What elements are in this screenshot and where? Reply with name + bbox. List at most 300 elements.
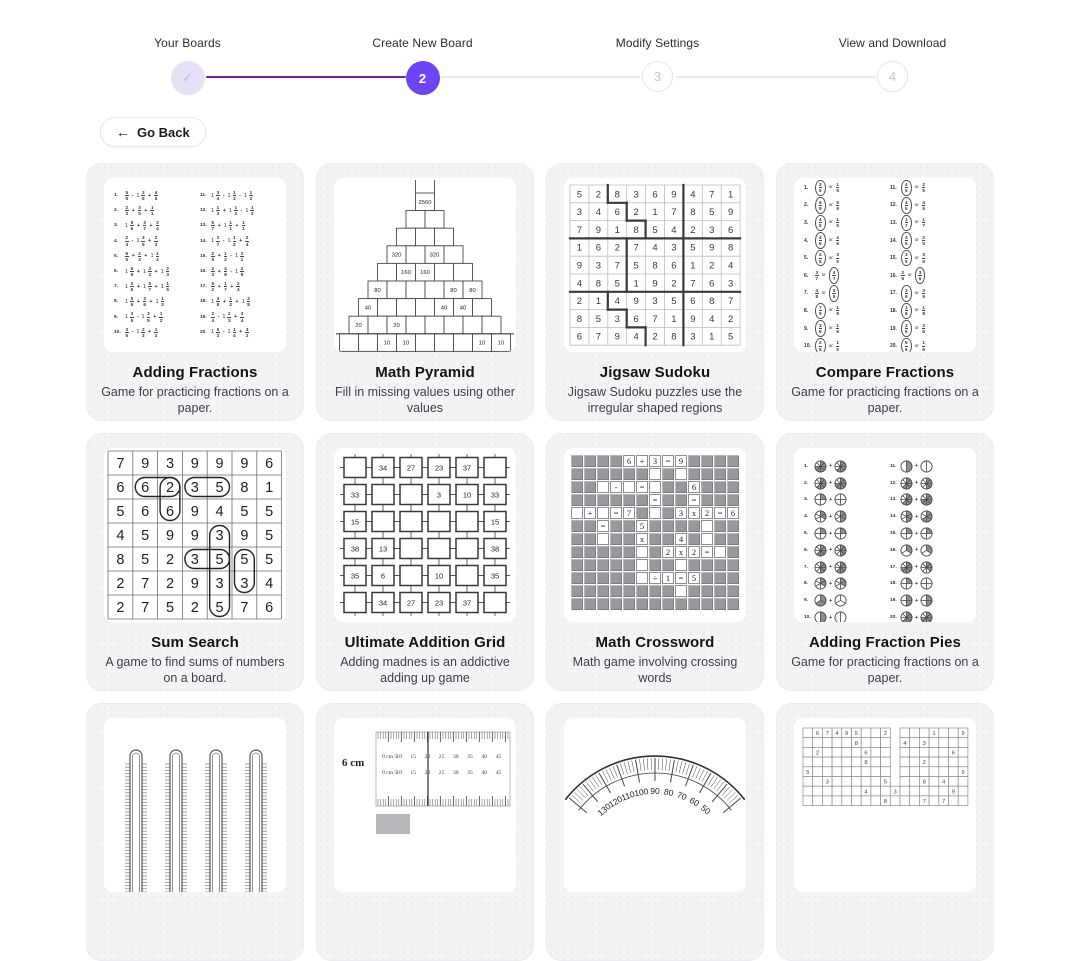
svg-text:5: 5 [166, 600, 174, 616]
list-item: 18. + [890, 576, 968, 593]
svg-text:1: 1 [709, 332, 714, 343]
svg-text:5: 5 [652, 225, 657, 236]
addition-grid-figure [334, 448, 516, 622]
svg-text:9: 9 [709, 243, 714, 254]
svg-text:3: 3 [166, 456, 174, 472]
fraction-pie-icon [900, 561, 913, 574]
svg-text:1: 1 [728, 189, 733, 200]
fraction-pie-icon [920, 594, 933, 607]
list-item: 9. 3 6 or 1 6 [804, 320, 882, 338]
svg-text:9: 9 [240, 528, 248, 544]
svg-text:13: 13 [379, 544, 387, 553]
back-arrow-icon: ← [116, 124, 130, 140]
svg-text:6: 6 [265, 600, 273, 616]
list-item: 5. 6 5 + $\frac{2}{3}$ + 1 1 2 [114, 249, 192, 264]
svg-text:10: 10 [479, 341, 485, 347]
svg-text:9: 9 [961, 731, 964, 737]
fraction-pie-icon [900, 594, 913, 607]
card-description: Adding madnes is an addictive adding up game [329, 654, 521, 686]
svg-text:4: 4 [690, 189, 695, 200]
list-item: 18. 1 3 8 + $\frac{1}{2}$ + 1 2 8 [200, 294, 278, 309]
list-item: 5. 4 5 or 3 5 [804, 249, 882, 267]
svg-text:5: 5 [634, 261, 639, 272]
svg-text:10: 10 [403, 341, 409, 347]
list-item: 16. 2 3 + $\frac{4}{8}$ - 1 2 8 [200, 264, 278, 279]
svg-text:20: 20 [355, 323, 361, 329]
list-item: 1. + [804, 458, 882, 475]
fraction-pie-icon [814, 594, 827, 607]
list-item: 6. 3 7 or 4 7 [804, 267, 882, 285]
svg-text:9: 9 [728, 207, 733, 218]
svg-text:34: 34 [379, 463, 387, 472]
list-item: 7. + [804, 559, 882, 576]
svg-text:3: 3 [690, 332, 695, 343]
list-item: 10. 3 5 - 1 2 3 + $\frac{1}{2}$ [114, 325, 192, 340]
svg-text:4: 4 [942, 780, 946, 786]
svg-text:15: 15 [491, 517, 499, 526]
math-pyramid-preview [334, 178, 516, 352]
svg-text:40: 40 [460, 305, 466, 311]
svg-text:4: 4 [864, 789, 868, 795]
svg-text:3: 3 [216, 528, 224, 544]
svg-text:5: 5 [240, 504, 248, 520]
svg-text:30: 30 [453, 754, 459, 760]
svg-text:7: 7 [652, 314, 657, 325]
svg-text:5: 5 [216, 552, 224, 568]
svg-text:1: 1 [671, 314, 676, 325]
list-item: 6. + [804, 542, 882, 559]
board-card-compare-fractions[interactable] [776, 163, 994, 421]
list-item: 12. 1 1 3 + 1 1 2 - 1 1 2 [200, 203, 278, 218]
svg-text:7: 7 [141, 600, 149, 616]
svg-text:2: 2 [191, 600, 199, 616]
list-item: 8. + [804, 576, 882, 593]
stepper-step-1[interactable] [70, 36, 305, 95]
rulers-preview [334, 718, 516, 892]
fraction-problems-list [104, 178, 286, 340]
svg-text:50: 50 [699, 803, 713, 817]
list-item: 19. 3 6 or 3 6 [890, 320, 968, 338]
list-item: 10. + [804, 609, 882, 622]
svg-text:8: 8 [690, 207, 695, 218]
list-item: 20. + [890, 609, 968, 622]
card-description: Game for practicing fractions on a paper. [789, 384, 981, 416]
svg-text:5: 5 [806, 770, 809, 776]
step-label: Modify Settings [540, 36, 775, 50]
fraction-pie-icon [900, 460, 913, 473]
svg-text:5: 5 [577, 189, 582, 200]
svg-text:80: 80 [663, 786, 674, 798]
fraction-pie-icon [920, 527, 933, 540]
svg-text:20: 20 [425, 754, 431, 760]
svg-text:6: 6 [141, 504, 149, 520]
svg-text:2: 2 [671, 278, 676, 289]
card-title: Ultimate Addition Grid [317, 634, 533, 651]
svg-text:9: 9 [596, 225, 601, 236]
sum-search-preview [104, 448, 286, 622]
list-item: 3. 4 5 or 1 5 [804, 214, 882, 232]
svg-text:8: 8 [728, 243, 733, 254]
svg-text:5: 5 [671, 296, 676, 307]
svg-text:5: 5 [216, 480, 224, 496]
board-card-math-crossword[interactable] [546, 433, 764, 691]
svg-text:2: 2 [166, 552, 174, 568]
svg-text:33: 33 [491, 490, 499, 499]
card-description: Game for practicing fractions on a paper. [99, 384, 291, 416]
svg-text:6: 6 [596, 243, 601, 254]
svg-text:3: 3 [634, 189, 639, 200]
svg-text:80: 80 [450, 288, 456, 294]
svg-text:7: 7 [116, 456, 124, 472]
svg-text:2: 2 [596, 189, 601, 200]
math-crossword-grid: 6 + 3 = 9 - = 6 = = + = 7 3 x 2 = 6 = 5 x 4 2 x 2 = ÷ 1 = 5 [564, 448, 746, 610]
stepper-step-3[interactable] [540, 36, 775, 95]
svg-text:0 cm 5: 0 cm 5 [382, 770, 397, 776]
svg-text:9: 9 [845, 731, 848, 737]
fraction-pie-icon [900, 611, 913, 622]
svg-text:100: 100 [633, 786, 649, 798]
fraction-pie-icon [834, 544, 847, 557]
svg-text:38: 38 [491, 544, 499, 553]
board-card-number-grid[interactable] [776, 703, 994, 961]
svg-text:9: 9 [191, 504, 199, 520]
svg-text:25: 25 [439, 770, 445, 776]
svg-text:4: 4 [577, 278, 582, 289]
card-description: Math game involving crossing words [559, 654, 751, 686]
svg-text:8: 8 [884, 799, 887, 805]
sum-search-grid [104, 448, 286, 622]
fraction-pie-icon [900, 544, 913, 557]
board-card-sum-search[interactable] [86, 433, 304, 691]
svg-text:2: 2 [884, 731, 887, 737]
list-item: 12. 4 5 or 4 5 [890, 197, 968, 215]
svg-text:37: 37 [463, 598, 471, 607]
fraction-pie-icon [814, 577, 827, 590]
svg-text:9: 9 [216, 456, 224, 472]
svg-text:120: 120 [607, 794, 625, 810]
list-item: 1. 3 5 or 1 5 [804, 179, 882, 197]
fraction-pie-icon [900, 493, 913, 506]
stepper [70, 36, 1010, 95]
card-description: Fill in missing values using other values [329, 384, 521, 416]
fraction-pie-icon [814, 510, 827, 523]
fraction-pie-icon [834, 561, 847, 574]
fraction-pie-icon [920, 460, 933, 473]
svg-text:6: 6 [265, 456, 273, 472]
svg-text:6: 6 [816, 731, 819, 737]
svg-text:2: 2 [116, 600, 124, 616]
card-title: Adding Fractions [87, 364, 303, 381]
svg-text:4: 4 [903, 741, 907, 747]
svg-text:3: 3 [596, 261, 601, 272]
svg-text:5: 5 [855, 731, 858, 737]
fraction-pie-icon [834, 460, 847, 473]
svg-text:10: 10 [463, 490, 471, 499]
svg-text:7: 7 [690, 278, 695, 289]
ultimate-addition-grid-preview [334, 448, 516, 622]
svg-text:5: 5 [884, 780, 887, 786]
svg-text:3: 3 [437, 490, 441, 499]
svg-text:4: 4 [216, 504, 224, 520]
svg-text:320: 320 [392, 253, 402, 259]
svg-text:3: 3 [671, 243, 676, 254]
list-item: 11. 4 5 or 2 5 [890, 179, 968, 197]
go-back-button[interactable] [100, 117, 206, 147]
svg-text:7: 7 [709, 189, 714, 200]
svg-text:9: 9 [166, 528, 174, 544]
list-item: 14. 1 3 7 - 1 1 2 + $\frac{2}{4}$ [200, 234, 278, 249]
svg-text:320: 320 [430, 253, 440, 259]
card-title: Math Pyramid [317, 364, 533, 381]
fraction-pie-icon [814, 611, 827, 622]
fraction-pie-icon [900, 510, 913, 523]
fraction-pies-list [794, 448, 976, 622]
svg-text:8: 8 [864, 760, 867, 766]
svg-text:3: 3 [191, 552, 199, 568]
svg-text:27: 27 [407, 463, 415, 472]
svg-text:9: 9 [634, 296, 639, 307]
svg-text:38: 38 [351, 544, 359, 553]
svg-text:4: 4 [671, 225, 676, 236]
svg-text:2: 2 [166, 576, 174, 592]
step-label: View and Download [775, 36, 1010, 50]
svg-text:40: 40 [481, 754, 487, 760]
svg-text:5: 5 [690, 243, 695, 254]
list-item: 11. + [890, 458, 968, 475]
card-description: Game for practicing fractions on a paper. [789, 654, 981, 686]
fraction-pie-icon [814, 477, 827, 490]
svg-text:5: 5 [116, 504, 124, 520]
svg-text:1: 1 [577, 243, 582, 254]
step-circle: 2 [406, 61, 440, 95]
svg-text:1: 1 [615, 225, 620, 236]
svg-text:9: 9 [652, 278, 657, 289]
fraction-pie-icon [814, 561, 827, 574]
svg-text:6: 6 [952, 750, 955, 756]
svg-text:8: 8 [577, 314, 582, 325]
list-item: 9. 1 3 5 - 1 3 5 + $\frac{1}{2}$ [114, 310, 192, 325]
list-item: 1. 5 5 - 1 3 5 + $\frac{4}{5}$ [114, 188, 192, 203]
svg-text:5: 5 [265, 552, 273, 568]
svg-text:3: 3 [826, 780, 829, 786]
fraction-pie-icon [920, 477, 933, 490]
list-item: 7. 1 3 5 + 1 5 7 + 1 1 5 [114, 279, 192, 294]
svg-text:2: 2 [615, 243, 620, 254]
fraction-pie-icon [920, 577, 933, 590]
fraction-pie-icon [900, 477, 913, 490]
svg-text:10: 10 [435, 571, 443, 580]
svg-text:8: 8 [615, 189, 620, 200]
jigsaw-sudoku-preview [564, 178, 746, 352]
svg-text:2560: 2560 [419, 200, 432, 206]
svg-text:1: 1 [652, 207, 657, 218]
fraction-pie-icon [920, 493, 933, 506]
list-item: 2. 2 3 + $\frac{3}{5}$ + $\frac{1}{1}$ [114, 203, 192, 218]
svg-text:5: 5 [709, 207, 714, 218]
svg-text:8: 8 [652, 261, 657, 272]
list-item: 2. + [804, 475, 882, 492]
number-grid-preview [794, 718, 976, 892]
board-grid [86, 163, 994, 961]
svg-text:7: 7 [577, 225, 582, 236]
svg-text:70: 70 [676, 789, 689, 802]
svg-text:7: 7 [141, 576, 149, 592]
svg-text:3: 3 [923, 741, 926, 747]
svg-text:7: 7 [728, 296, 733, 307]
board-card-jigsaw-sudoku[interactable] [546, 163, 764, 421]
svg-text:23: 23 [435, 598, 443, 607]
svg-text:7: 7 [671, 207, 676, 218]
svg-text:3: 3 [615, 314, 620, 325]
svg-text:4: 4 [652, 243, 657, 254]
svg-text:5: 5 [141, 528, 149, 544]
svg-text:3: 3 [191, 480, 199, 496]
fraction-pie-icon [834, 527, 847, 540]
svg-text:2: 2 [652, 332, 657, 343]
board-card-thermometers[interactable] [86, 703, 304, 961]
step-circle: ✓ [171, 61, 205, 95]
thermometers-preview [104, 718, 286, 892]
list-item: 12. + [890, 475, 968, 492]
svg-text:6: 6 [634, 314, 639, 325]
svg-text:8: 8 [709, 296, 714, 307]
fraction-pie-icon [920, 611, 933, 622]
list-item: 4. 2 4 - 1 3 5 + $\frac{2}{3}$ [114, 234, 192, 249]
svg-text:60: 60 [688, 795, 701, 809]
svg-text:4: 4 [835, 731, 839, 737]
svg-text:10: 10 [396, 770, 402, 776]
list-item: 6. 1 5 9 + 1 3 2 + 1 2 3 [114, 264, 192, 279]
svg-text:23: 23 [435, 463, 443, 472]
step-label: Your Boards [70, 36, 305, 50]
svg-text:8: 8 [116, 552, 124, 568]
fraction-pie-icon [814, 527, 827, 540]
svg-text:15: 15 [410, 754, 416, 760]
svg-text:9: 9 [615, 332, 620, 343]
svg-text:9: 9 [191, 456, 199, 472]
svg-text:8: 8 [596, 278, 601, 289]
svg-text:110: 110 [620, 789, 636, 803]
list-item: 15. 3 5 or 3 5 [890, 249, 968, 267]
svg-text:2: 2 [116, 576, 124, 592]
list-item: 15. 2 5 + $\frac{1}{2}$ - 1 1 1 [200, 249, 278, 264]
svg-text:9: 9 [952, 789, 955, 795]
svg-text:1: 1 [690, 261, 695, 272]
list-item: 16. + [890, 542, 968, 559]
step-label: Create New Board [305, 36, 540, 50]
compare-fractions-preview [794, 178, 976, 352]
svg-text:9: 9 [961, 770, 964, 776]
svg-text:9: 9 [191, 576, 199, 592]
svg-text:10: 10 [498, 341, 504, 347]
svg-text:15: 15 [351, 517, 359, 526]
svg-text:7: 7 [240, 600, 248, 616]
svg-text:6: 6 [166, 504, 174, 520]
stepper-step-4[interactable] [775, 36, 1010, 95]
card-title: Compare Fractions [777, 364, 993, 381]
card-title: Adding Fraction Pies [777, 634, 993, 651]
step-circle: 4 [877, 61, 908, 92]
board-card-rulers[interactable] [316, 703, 534, 961]
list-item: 4. + [804, 508, 882, 525]
svg-text:9: 9 [191, 528, 199, 544]
card-title: Sum Search [87, 634, 303, 651]
fraction-pie-icon [834, 577, 847, 590]
svg-text:0 cm 5: 0 cm 5 [382, 754, 397, 760]
fraction-pie-icon [814, 544, 827, 557]
go-back-label: Go Back [137, 125, 190, 140]
card-title: Jigsaw Sudoku [547, 364, 763, 381]
svg-text:45: 45 [496, 754, 502, 760]
svg-text:2: 2 [634, 207, 639, 218]
svg-text:1: 1 [932, 731, 935, 737]
list-item: 7. 4 8 or 5 8 [804, 285, 882, 303]
svg-text:6: 6 [652, 189, 657, 200]
list-item: 13. 5 7 + 1 1 1 + $\frac{1}{1}$ [200, 218, 278, 233]
list-item: 18. 1 8 or 1 8 [890, 302, 968, 320]
svg-text:40: 40 [481, 770, 487, 776]
svg-text:6: 6 [141, 480, 149, 496]
step-circle: 3 [642, 61, 673, 92]
svg-text:8: 8 [634, 225, 639, 236]
list-item: 8. 7 9 or 1 9 [804, 302, 882, 320]
svg-text:4: 4 [634, 332, 639, 343]
svg-text:10: 10 [384, 341, 390, 347]
svg-text:6 cm: 6 cm [342, 757, 364, 769]
svg-text:5: 5 [596, 314, 601, 325]
svg-text:35: 35 [467, 754, 473, 760]
list-item: 2. 6 9 or 5 9 [804, 197, 882, 215]
board-card-math-pyramid[interactable] [316, 163, 534, 421]
fraction-pie-icon [834, 611, 847, 622]
svg-text:130: 130 [596, 801, 614, 818]
math-crossword-preview [564, 448, 746, 622]
svg-text:1: 1 [265, 480, 273, 496]
svg-text:2: 2 [166, 480, 174, 496]
svg-text:8: 8 [923, 780, 926, 786]
svg-text:4: 4 [596, 207, 601, 218]
board-card-adding-fraction-pies[interactable] [776, 433, 994, 691]
svg-text:5: 5 [265, 528, 273, 544]
svg-text:35: 35 [491, 571, 499, 580]
board-card-adding-fractions[interactable] [86, 163, 304, 421]
svg-text:35: 35 [351, 571, 359, 580]
board-card-protractor[interactable] [546, 703, 764, 961]
list-item: 17. + [890, 559, 968, 576]
svg-text:3: 3 [709, 225, 714, 236]
list-item: 16. 2 6 or 3 6 [890, 267, 968, 285]
stepper-step-2[interactable] [305, 36, 540, 95]
svg-text:34: 34 [379, 598, 387, 607]
svg-text:2: 2 [690, 225, 695, 236]
svg-text:3: 3 [894, 789, 897, 795]
fraction-pie-icon [920, 544, 933, 557]
svg-text:7: 7 [615, 261, 620, 272]
list-item: 20. 5 6 or 1 6 [890, 337, 968, 352]
list-item: 3. 1 5 6 + $\frac{3}{7}$ + $\frac{2}{4}$ [114, 218, 192, 233]
svg-text:3: 3 [577, 207, 582, 218]
adding-fraction-pies-preview [794, 448, 976, 622]
list-item: 9. + [804, 592, 882, 609]
compare-fractions-list [794, 178, 976, 352]
list-item: 14. 4 5 or 2 5 [890, 232, 968, 250]
fraction-pie-icon [900, 527, 913, 540]
svg-text:40: 40 [365, 305, 371, 311]
fraction-pie-icon [834, 594, 847, 607]
svg-text:7: 7 [634, 243, 639, 254]
board-card-ultimate-addition-grid[interactable] [316, 433, 534, 691]
svg-text:8: 8 [240, 480, 248, 496]
